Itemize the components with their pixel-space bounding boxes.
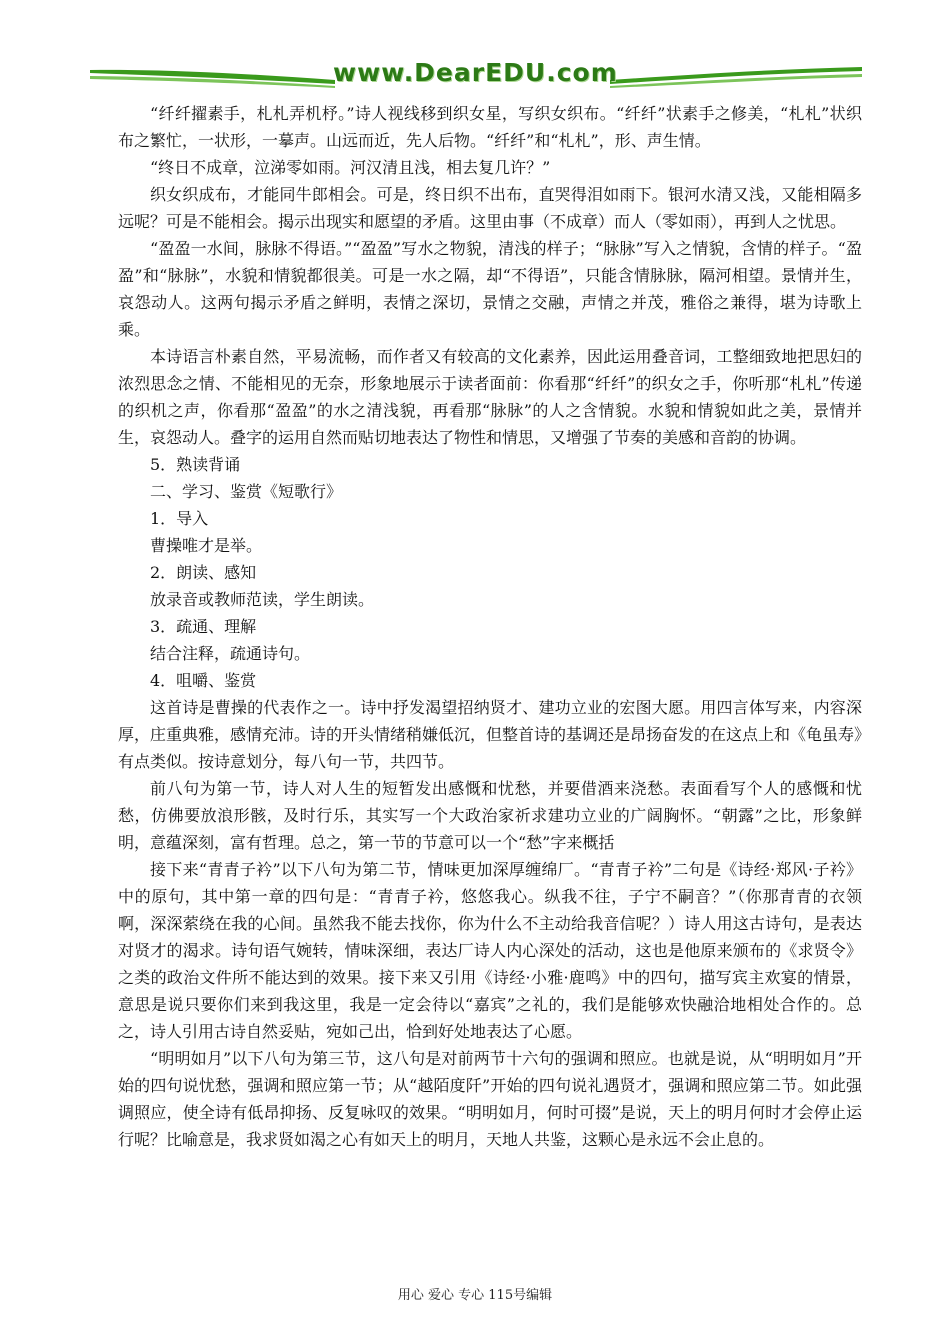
paragraph: 接下来“青青子衿”以下八句为第二节，情味更加深厚缠绵厂。“青青子衿”二句是《诗经·郑风·子衿》中的原句，其中第一章的四句是：“青青子衿，悠悠我心。纵我不往，子宁不嗣音？”（你那青青的衣领啊，深深萦绕在我的心间。虽然我不能去找你，你为什么不主动给我音信呢？）诗人用这古诗句，是表达对贤才的渴求。诗句语气婉转，情味深细，表达厂诗人内心深处的活动，这也是他原来颁布的《求贤令》之类的政治文件所不能达到的效果。接下来又引用《诗经·小雅·鹿鸣》中的四句，描写宾主欢宴的情景，意思是说只要你们来到我这里，我是一定会待以“嘉宾”之礼的，我们是能够欢快融洽地相处合作的。总之，诗人引用古诗自然妥贴，宛如己出，恰到好处地表达了心愿。	[118, 860, 862, 1041]
site-logo: www.DearEDU.com	[333, 58, 618, 87]
page-header	[90, 56, 862, 100]
paragraph: “盈盈一水间，脉脉不得语。”“盈盈”写水之物貌，清浅的样子；“脉脉”写入之情貌，含情的样子。“盈盈”和“脉脉”，水貌和情貌都很美。可是一水之隔，却“不得语”，只能含情脉脉，隔河相望。景情并生，哀怨动人。这两句揭示矛盾之鲜明，表情之深切，景情之交融，声情之并茂，雅俗之兼得，堪为诗歌上乘。	[118, 239, 862, 339]
paragraph: 本诗语言朴素自然，平易流畅，而作者又有较高的文化素养，因此运用叠音词，工整细致地把思妇的浓烈思念之情、不能相见的无奈，形象地展示于读者面前：你看那“纤纤”的织女之手，你听那“札札”传递的织机之声，你看那“盈盈”的水之清浅貌，再看那“脉脉”的人之含情貌。水貌和情貌如此之美，景情并生，哀怨动人。叠字的运用自然而贴切地表达了物性和情思，又增强了节奏的美感和音韵的协调。	[118, 347, 862, 447]
section-heading: 二、学习、鉴赏《短歌行》	[150, 482, 343, 501]
paragraph: 结合注释，疏通诗句。	[150, 644, 311, 663]
paragraph: 放录音或教师范读，学生朗读。	[150, 590, 375, 609]
paragraph: “明明如月”以下八句为第三节，这八句是对前两节十六句的强调和照应。也就是说，从“明明如月”开始的四句说忧愁，强调和照应第一节；从“越陌度阡”开始的四句说礼遇贤才，强调和照应第二节。如此强调照应，使全诗有低昂抑扬、反复咏叹的效果。“明明如月，何时可掇”是说，天上的明月何时才会停止运行呢？比喻意是，我求贤如渴之心有如天上的明月，天地人共鉴，这颗心是永远不会止息的。	[118, 1049, 862, 1149]
document-body	[118, 100, 862, 1153]
page-footer: 用心 爱心 专心 115号编辑	[397, 1288, 553, 1303]
section-heading: 5．熟读背诵	[150, 455, 241, 474]
paragraph: 这首诗是曹操的代表作之一。诗中抒发渴望招纳贤才、建功立业的宏图大愿。用四言体写来，内容深厚，庄重典雅，感情充沛。诗的开头情绪稍嫌低沉，但整首诗的基调还是昂扬奋发的在这点上和《龟虽寿》有点类似。按诗意划分，每八句一节，共四节。	[118, 698, 863, 771]
section-heading: 4．咀嚼、鉴赏	[150, 671, 257, 690]
paragraph: 曹操唯才是举。	[150, 536, 263, 555]
paragraph: 织女织成布，才能同牛郎相会。可是，终日织不出布，直哭得泪如雨下。银河水清又浅，又能相隔多远呢？可是不能相会。揭示出现实和愿望的矛盾。这里由事（不成章）而人（零如雨），再到人之忧思。	[118, 185, 862, 231]
section-heading: 3．疏通、理解	[150, 617, 257, 636]
section-heading: 2．朗读、感知	[150, 563, 257, 582]
paragraph: “终日不成章，泣涕零如雨。河汉清且浅，相去复几许？”	[150, 158, 551, 177]
paragraph: 前八句为第一节，诗人对人生的短暂发出感慨和忧愁，并要借酒来浇愁。表面看写个人的感慨和忧愁，仿佛要放浪形骸，及时行乐，其实写一个大政治家祈求建功立业的广阔胸怀。“朝露”之比，形象鲜明，意蕴深刻，富有哲理。总之，第一节的节意可以一个“愁”字来概括	[118, 779, 862, 852]
section-heading: 1．导入	[150, 509, 209, 528]
paragraph: “纤纤擢素手，札札弄机杼。”诗人视线移到织女星，写织女织布。“纤纤”状素手之修美，“札札”状织布之繁忙，一状形，一摹声。山远而近，先人后物。“纤纤”和“札札”，形、声生情。	[118, 104, 862, 150]
